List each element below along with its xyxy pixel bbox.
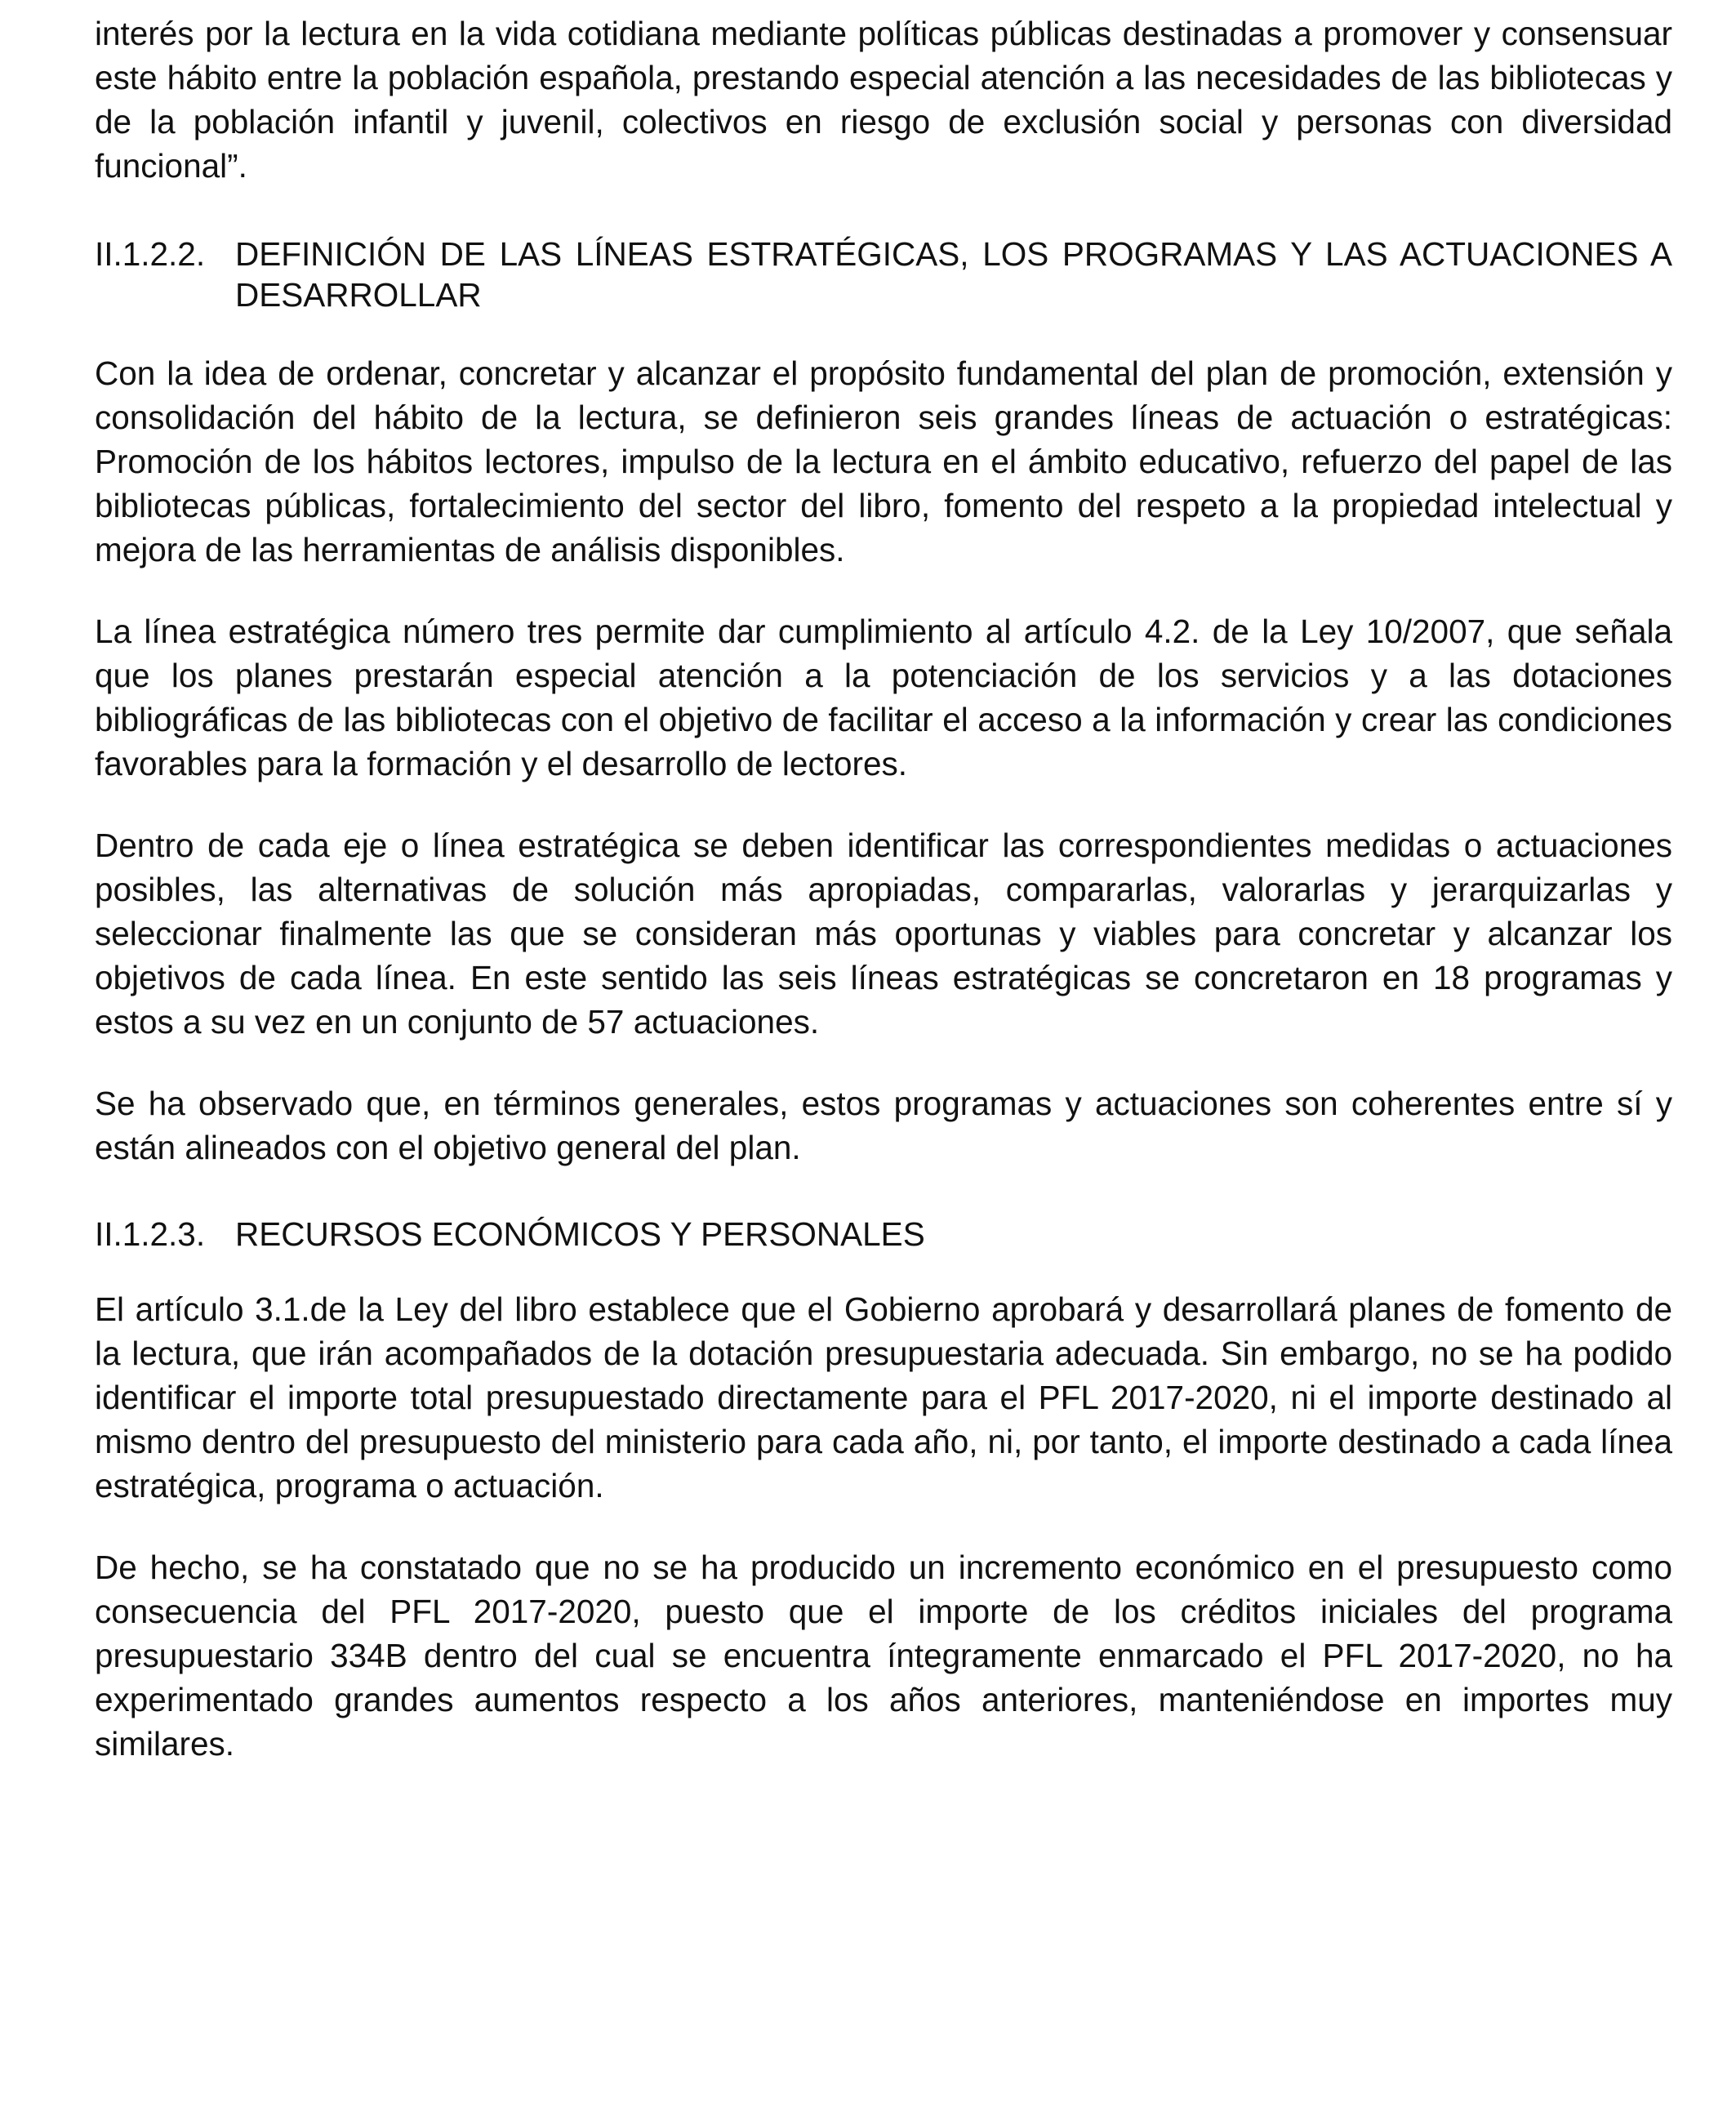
paragraph-lineas-estrategicas: Con la idea de ordenar, concretar y alcanzar el propósito fundamental del plan de promoción, extensión y consolidación del hábito de la lectura, se definieron seis grandes líneas de actuación o estratégicas: Promoción de los hábitos lectores, impulso de la lectura en el ámbito educativo, refuerzo del papel de las bibliotecas públicas, fortalecimiento del sector del libro, fomento del respeto a la propiedad intelectual y mejora de las herramientas de análisis disponibles.	[95, 354, 1672, 568]
document-page	[95, 11, 1672, 1766]
paragraph-linea-tres: La línea estratégica número tres permite dar cumplimiento al artículo 4.2. de la Ley 10/2007, que señala que los planes prestarán especial atención a la potenciación de los servicios y a las dotaciones bibliográficas de las bibliotecas con el objetivo de facilitar el acceso a la información y crear las condiciones favorables para la formación y el desarrollo de lectores.	[95, 613, 1672, 782]
section-number: II.1.2.2.	[95, 235, 206, 273]
section-heading-definicion	[95, 234, 1672, 315]
paragraph-coherencia: Se ha observado que, en términos generales, estos programas y actuaciones son coherentes entre sí y están alineados con el objetivo general del plan.	[95, 1085, 1672, 1166]
paragraph-eje-actuaciones: Dentro de cada eje o línea estratégica se deben identificar las correspondientes medidas o actuaciones posibles, las alternativas de solución más apropiadas, compararlas, valorarlas y jerarquizarlas y seleccionar finalmente las que se consideran más oportunas y viables para concretar y alcanzar los objetivos de cada línea. En este sentido las seis líneas estratégicas se concretaron en 18 programas y estos a su vez en un conjunto de 57 actuaciones.	[95, 827, 1672, 1041]
paragraph-intro: interés por la lectura en la vida cotidiana mediante políticas públicas destinadas a promover y consensuar este hábito entre la población española, prestando especial atención a las necesidades de las bibliotecas y de la población infantil y juvenil, colectivos en riesgo de exclusión social y personas con diversidad funcional”.	[95, 15, 1672, 185]
section-heading-recursos	[95, 1214, 1672, 1255]
paragraph-ley-libro: El artículo 3.1.de la Ley del libro establece que el Gobierno aprobará y desarrollará planes de fomento de la lectura, que irán acompañados de la dotación presupuestaria adecuada. Sin embargo, no se ha podido identificar el importe total presupuestado directamente para el PFL 2017-2020, ni el importe destinado al mismo dentro del presupuesto del ministerio para cada año, ni, por tanto, el importe destinado a cada línea estratégica, programa o actuación.	[95, 1290, 1672, 1504]
section-title: RECURSOS ECONÓMICOS Y PERSONALES	[235, 1215, 925, 1253]
paragraph-presupuesto: De hecho, se ha constatado que no se ha producido un incremento económico en el presupuesto como consecuencia del PFL 2017-2020, puesto que el importe de los créditos iniciales del programa presupuestario 334B dentro del cual se encuentra íntegramente enmarcado el PFL 2017-2020, no ha experimentado grandes aumentos respecto a los años anteriores, manteniéndose en importes muy similares.	[95, 1549, 1672, 1763]
section-number: II.1.2.3.	[95, 1215, 206, 1253]
section-title: DEFINICIÓN DE LAS LÍNEAS ESTRATÉGICAS, LOS PROGRAMAS Y LAS ACTUACIONES A DESARROLLAR	[235, 235, 1672, 314]
